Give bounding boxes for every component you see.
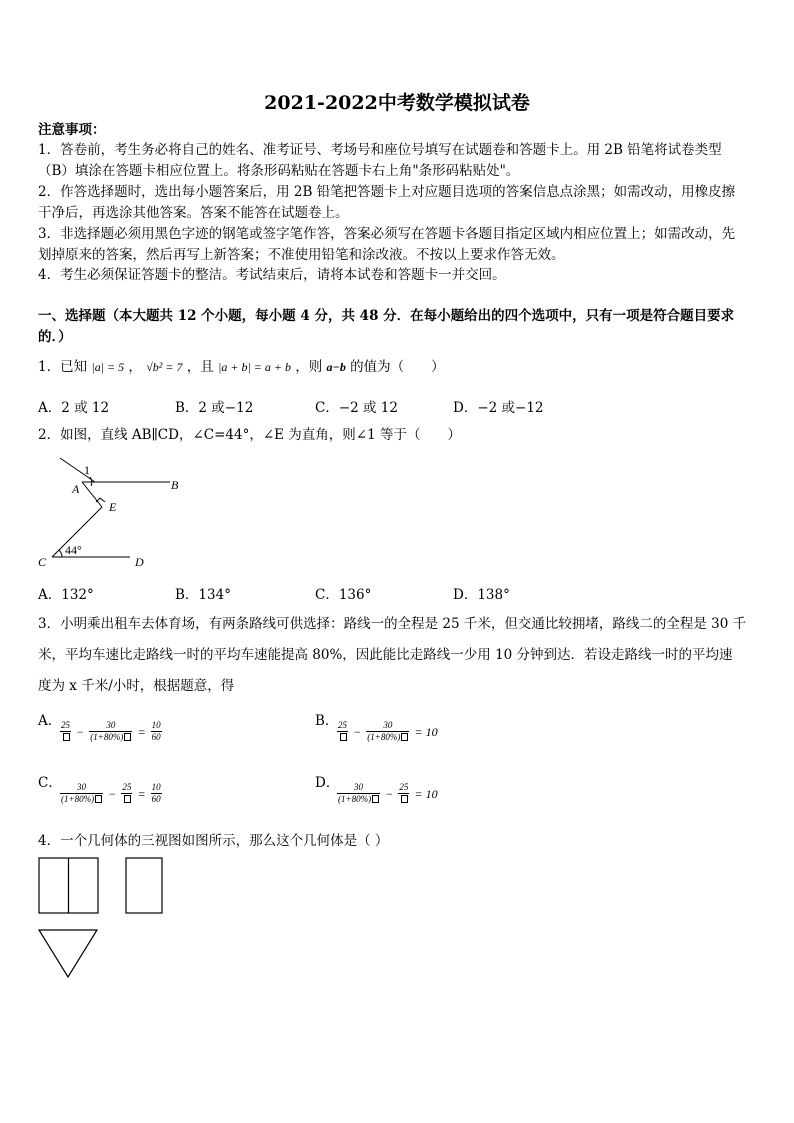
- q2-option-d[interactable]: D．138°: [453, 587, 510, 603]
- label-angle-44: 44°: [65, 543, 82, 557]
- notice-line: 干净后，再选涂其他答案。答案不能答在试题卷上。: [38, 205, 349, 221]
- question-3: 3．小明乘出租车去体育场，有两条路线可供选择：路线一的全程是 25 千米，但交通比较拥堵，路线二的全程是 30 千: [38, 616, 747, 632]
- question-3-cont: 米，平均车速比走路线一时的平均车速能提高 80%，因此能比走路线一少用 10 分钟到达．若设走路线一时的平均速: [38, 647, 733, 663]
- question-2: 2．如图，直线 AB∥CD，∠C=44°，∠E 为直角，则∠1 等于（ ）: [38, 427, 461, 443]
- question-1: [38, 357, 445, 377]
- question-4: 4．一个几何体的三视图如图所示，那么这个几何体是（ ）: [38, 833, 389, 849]
- q3-option-d-formula: $\frac{30}{(1+80\%)}$ − 25 = 10: [338, 782, 438, 804]
- notice-line: 3．非选择题必须用黑色字迹的钢笔或签字笔作答，答案必须写在答题卡各题目指定区域内相应位置上；如需改动，先: [38, 226, 736, 242]
- label-c: C: [38, 555, 47, 569]
- q2-option-b[interactable]: B．134°: [175, 587, 231, 603]
- q3-option-a-formula: 25 − $\frac{30}{(1+80\%)}$ = $\frac{10}{60}$: [61, 720, 161, 742]
- q1-option-a[interactable]: A．2 或 12: [38, 400, 110, 416]
- q3-option-c-formula: $\frac{30}{(1+80\%)}$ − 25 = $\frac{10}{60}$: [61, 782, 161, 804]
- question-3-cont: 度为 x 千米/小时，根据题意，得: [38, 678, 235, 694]
- parallel-lines-figure: [30, 452, 180, 572]
- label-a: A: [72, 482, 80, 496]
- section-heading-cont: 的．）: [38, 329, 72, 345]
- q1-sep: ，且: [186, 359, 214, 375]
- q1-sqrt: √b² = 7: [146, 360, 183, 374]
- q1-suffix: 的值为（ ）: [350, 359, 445, 375]
- page-title: 2021-2022中考数学模拟试卷: [264, 92, 530, 114]
- q1-sep: ，则: [295, 359, 323, 375]
- label-d: D: [135, 555, 144, 569]
- q3-option-a-label[interactable]: A．: [38, 713, 62, 729]
- q3-option-d-label[interactable]: D．: [315, 775, 340, 791]
- q1-option-c[interactable]: C．−2 或 12: [315, 400, 398, 416]
- q1-option-b[interactable]: B．2 或−12: [175, 400, 254, 416]
- label-b: B: [171, 478, 179, 492]
- q1-abs-a: |a| = 5: [91, 360, 125, 374]
- q3-option-c-label[interactable]: C．: [38, 775, 62, 791]
- line-ae: [82, 482, 102, 507]
- notice-heading: 注意事项：: [38, 122, 106, 138]
- notice-line: 2．作答选择题时，选出每小题答案后，用 2B 铅笔把答题卡上对应题目选项的答案信息点涂黑；如需改动，用橡皮擦: [38, 184, 736, 200]
- q1-option-d[interactable]: D．−2 或−12: [453, 400, 544, 416]
- angle-c-arc: [59, 550, 62, 557]
- three-views-figure: [36, 853, 176, 983]
- q1-abs-ab: |a + b| = a + b: [218, 360, 291, 374]
- notice-line: （B）填涂在答题卡相应位置上。将条形码粘贴在答题卡右上角"条形码粘贴处"。: [38, 163, 520, 179]
- notice-line: 1．答卷前，考生务必将自己的姓名、准考证号、考场号和座位号填写在试题卷和答题卡上。用 2B 铅笔将试卷类型: [38, 142, 722, 158]
- label-1: 1: [84, 463, 90, 477]
- q3-option-b-label[interactable]: B．: [315, 713, 339, 729]
- top-view: [39, 930, 97, 977]
- section-heading: 一、选择题（本大题共 12 个小题，每小题 4 分，共 48 分．在每小题给出的四个选项中，只有一项是符合题目要求: [38, 308, 735, 324]
- label-e: E: [109, 500, 117, 514]
- notice-line: 4．考生必须保证答题卡的整洁。考试结束后，请将本试卷和答题卡一并交回。: [38, 267, 506, 283]
- side-view: [126, 858, 162, 913]
- q2-option-a[interactable]: A．132°: [38, 587, 94, 603]
- q1-ask: a−b: [326, 360, 346, 374]
- q3-option-b-formula: 25 − $\frac{30}{(1+80\%)}$ = 10: [338, 720, 438, 742]
- notice-line: 划掉原来的答案，然后再写上新答案；不准使用铅笔和涂改液。不按以上要求作答无效。: [38, 247, 565, 263]
- q2-option-c[interactable]: C．136°: [315, 587, 372, 603]
- q1-prefix: 1．已知: [38, 359, 88, 375]
- q1-sep: ，: [128, 359, 142, 375]
